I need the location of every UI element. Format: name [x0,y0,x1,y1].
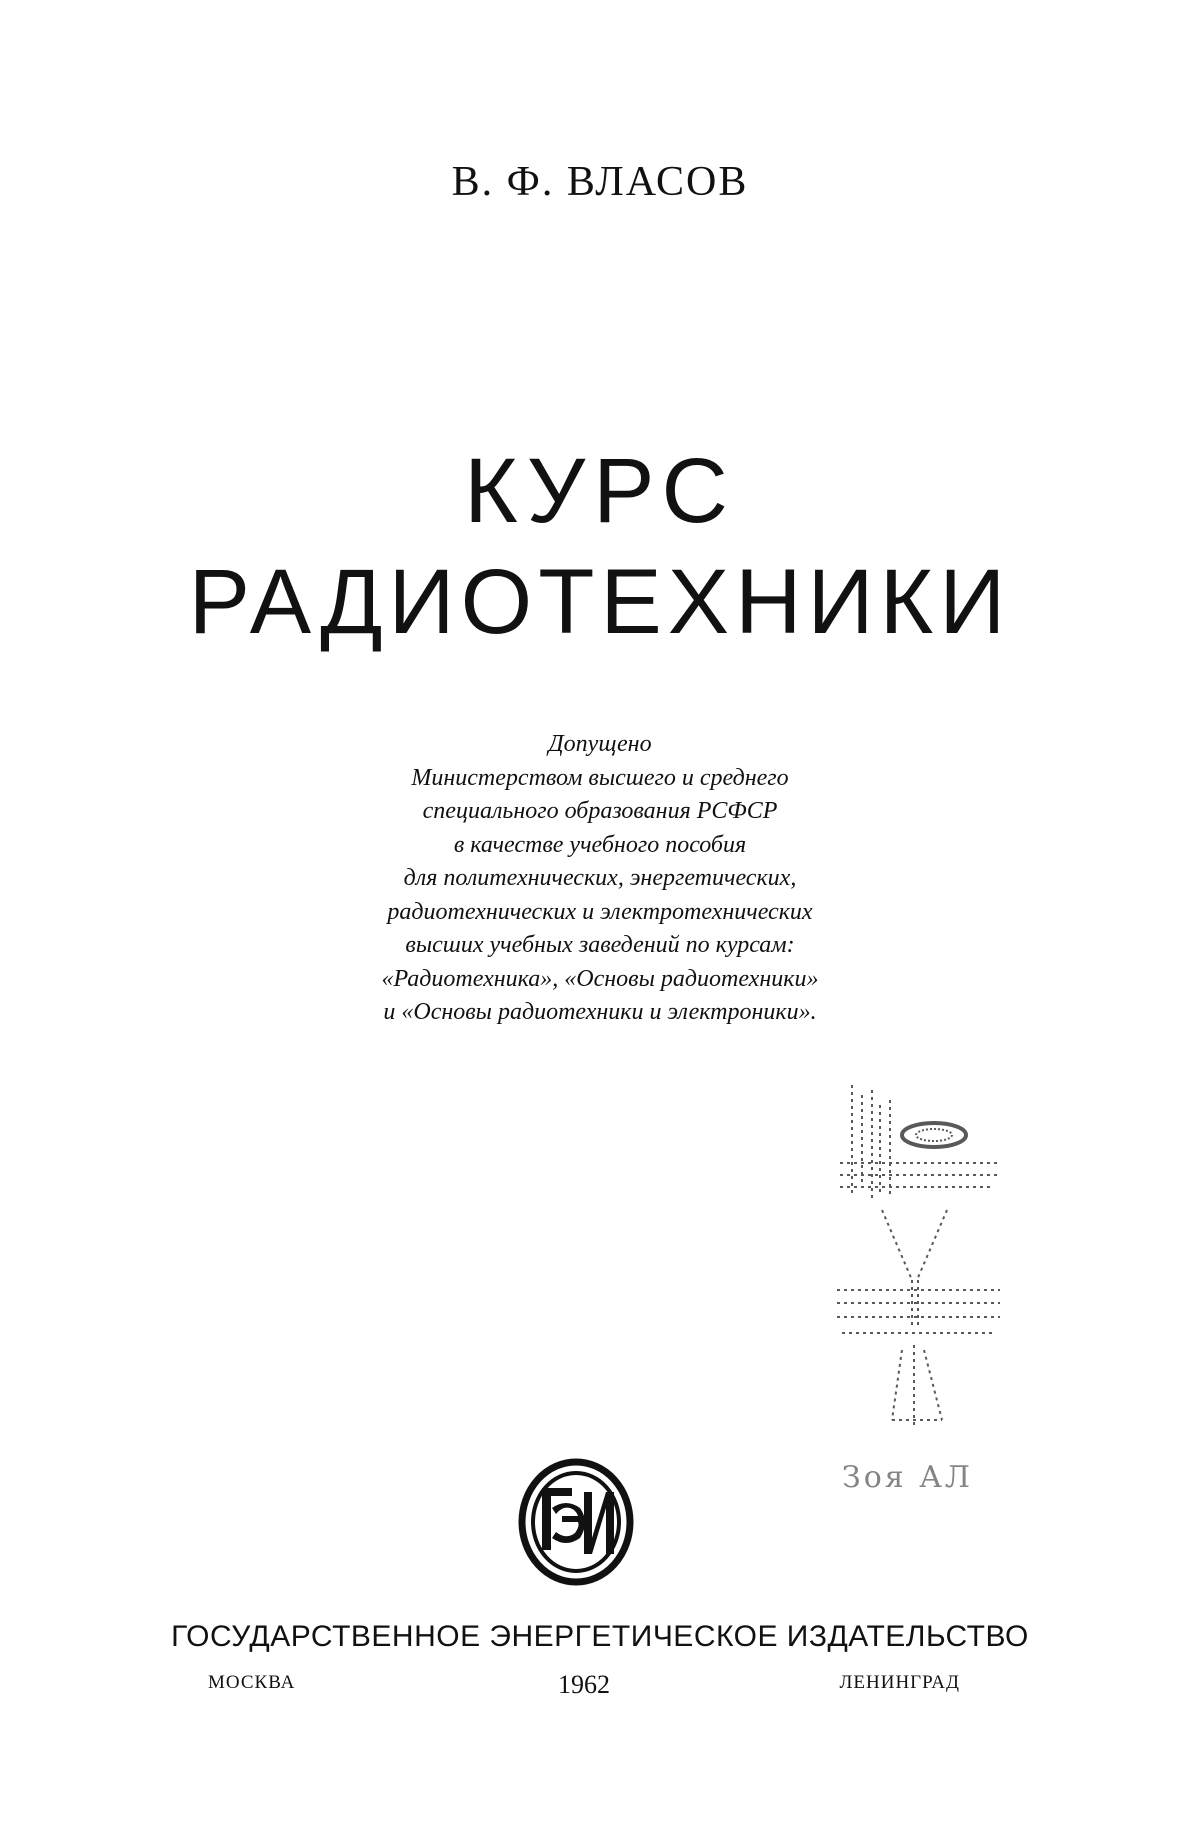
approval-line: для политехнических, энергетических, [403,865,797,891]
gei-publisher-logo-icon [518,1458,634,1586]
approval-line: Министерством высшего и среднего [411,764,789,791]
library-stamp-icon [832,1075,1002,1495]
author-name: В. Ф. ВЛАСОВ [451,159,749,205]
approval-line: радиотехнических и электротехнических [387,898,813,925]
approval-line: Допущено [548,731,652,757]
approval-line: в качестве учебного пособия [453,831,747,858]
approval-note [0,728,1200,1030]
approval-line: специального образования РСФСР [422,798,778,824]
book-title-line-2: РАДИОТЕХНИКИ [188,550,1012,653]
city-leningrad: ЛЕНИНГРАД [839,1672,960,1693]
city-moscow: МОСКВА [208,1672,296,1693]
book-title-line-1: КУРС [464,440,736,543]
book-title [0,436,1200,657]
publisher-name: ГОСУДАРСТВЕННОЕ ЭНЕРГЕТИЧЕСКОЕ ИЗДАТЕЛЬСТВО [171,1620,1029,1653]
approval-line: и «Основы радиотехники и электроники». [383,999,817,1025]
publication-year: 1962 [558,1670,610,1699]
approval-line: высших учебных заведений по курсам: [405,932,795,958]
approval-line: «Радиотехника», «Основы радиотехники» [381,965,819,992]
imprint-row [208,1670,960,1710]
svg-text:Зоя АЛ: Зоя АЛ [842,1460,973,1495]
